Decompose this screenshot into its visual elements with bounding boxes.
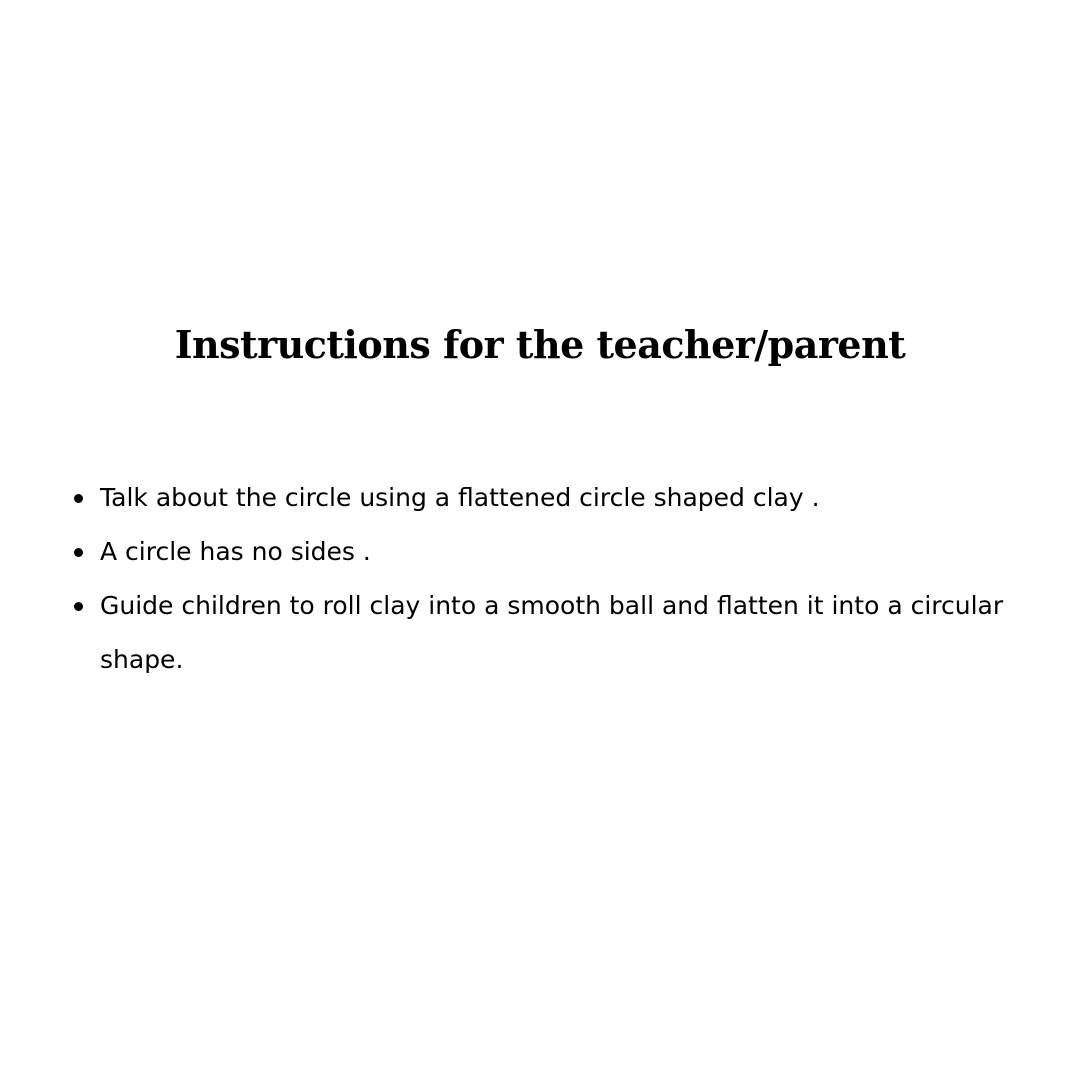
list-item [100, 579, 1040, 687]
list-item [100, 471, 1040, 525]
bullet-icon [74, 548, 83, 557]
bullet-icon [74, 602, 83, 611]
instruction-text: A circle has no sides . [100, 537, 371, 566]
instructions-list [100, 471, 1040, 687]
instruction-text: Talk about the circle using a flattened circle shaped clay . [100, 483, 820, 512]
list-item [100, 525, 1040, 579]
page-title: Instructions for the teacher/parent [174, 322, 906, 367]
bullet-icon [74, 494, 83, 503]
instruction-text: Guide children to roll clay into a smooth ball and flatten it into a circular shape. [100, 591, 1004, 674]
